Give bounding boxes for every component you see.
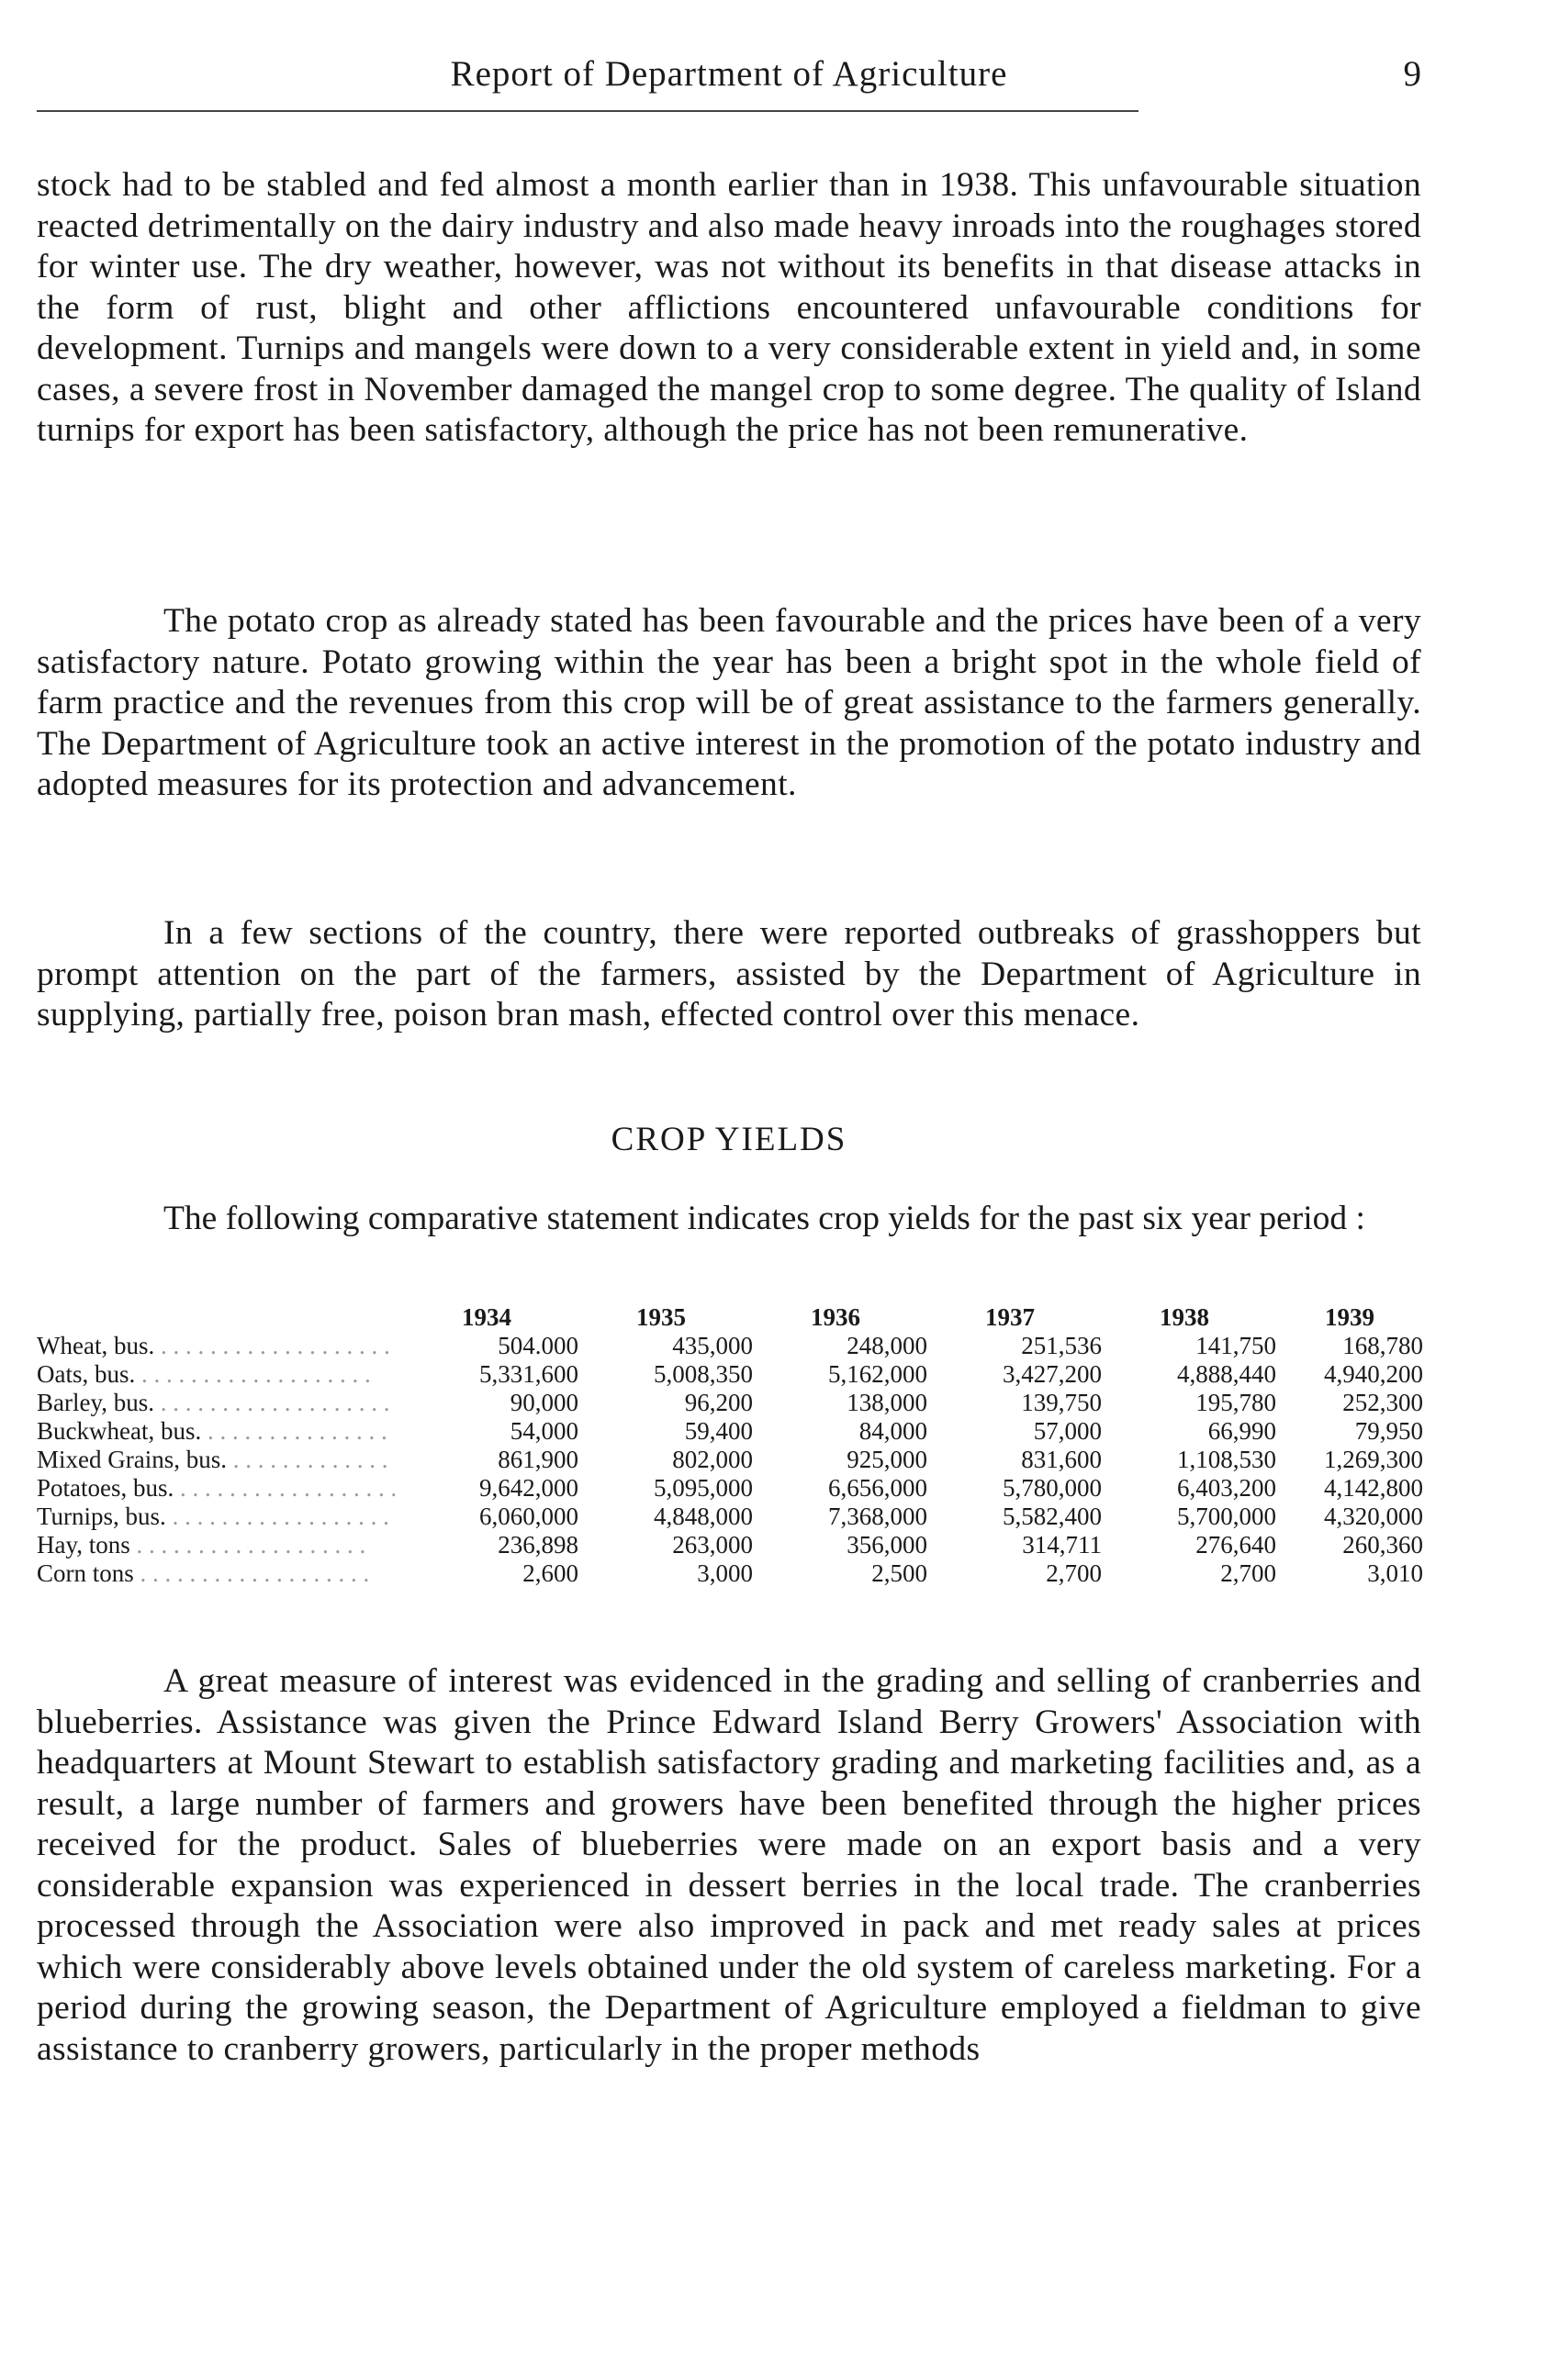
yield-cell: 3,000 <box>697 1559 753 1587</box>
paragraph-text: The following comparative statement indicates crop yields for the past six year period : <box>163 1200 1365 1237</box>
yield-cell: 252,300 <box>1342 1389 1423 1416</box>
table-row <box>37 1389 1423 1417</box>
yield-cell: 2,600 <box>522 1559 578 1587</box>
year-header: 1935 <box>636 1303 686 1331</box>
yield-cell: 168,780 <box>1342 1332 1423 1359</box>
yield-cell: 4,142,800 <box>1324 1474 1423 1502</box>
crop-yields-intro <box>37 1198 1421 1239</box>
paragraph-grasshoppers <box>37 913 1421 1036</box>
table-body <box>37 1332 1423 1588</box>
paragraph-text: In a few sections of the country, there were reported outbreaks of grasshoppers but prompt attention on the part of the farmers, assisted by the Department of Agriculture in supplying, partially free, poison bran mash, effected control over this menace. <box>37 914 1421 1034</box>
yield-cell: 314,711 <box>1022 1531 1102 1559</box>
table-row <box>37 1332 1423 1360</box>
yield-cell: 5,162,000 <box>828 1360 927 1388</box>
paragraph-berries <box>37 1661 1421 2070</box>
crop-label: Turnips, bus. . . . <box>37 1503 395 1530</box>
yield-cell: 5,095,000 <box>654 1474 753 1502</box>
yield-cell: 6,060,000 <box>479 1503 578 1530</box>
yield-cell: 248,000 <box>847 1332 927 1359</box>
yield-cell: 2,700 <box>1046 1559 1102 1587</box>
year-header: 1934 <box>462 1303 511 1331</box>
yield-cell: 1,108,530 <box>1177 1446 1276 1473</box>
yield-cell: 66,990 <box>1207 1417 1276 1445</box>
yield-cell: 861,900 <box>498 1446 578 1473</box>
yield-cell: 5,008,350 <box>654 1360 753 1388</box>
yield-cell: 5,582,400 <box>1003 1503 1102 1530</box>
crop-label: Potatoes, bus. . . . <box>37 1474 395 1502</box>
yield-cell: 141,750 <box>1195 1332 1276 1359</box>
yield-cell: 79,950 <box>1354 1417 1423 1445</box>
year-header: 1938 <box>1160 1303 1209 1331</box>
yield-cell: 2,700 <box>1220 1559 1276 1587</box>
yield-cell: 236,898 <box>498 1531 578 1559</box>
yield-cell: 84,000 <box>858 1417 927 1445</box>
year-header: 1936 <box>811 1303 860 1331</box>
yield-cell: 7,368,000 <box>828 1503 927 1530</box>
yield-cell: 90,000 <box>510 1389 578 1416</box>
table-row <box>37 1417 1423 1446</box>
yield-cell: 96,200 <box>684 1389 753 1416</box>
table-row <box>37 1503 1423 1531</box>
yield-cell: 831,600 <box>1021 1446 1102 1473</box>
crop-label: Oats, bus. . . . <box>37 1360 395 1388</box>
yield-cell: 5,780,000 <box>1003 1474 1102 1502</box>
yield-cell: 138,000 <box>847 1389 927 1416</box>
crop-yields-table <box>37 1303 1423 1588</box>
yield-cell: 4,940,200 <box>1324 1360 1423 1388</box>
paragraph-text: stock had to be stabled and fed almost a month earlier than in 1938. This unfavourable situation reacted detrimentally on the dairy industry and also made heavy inroads into the roughages stored for winter use. The dry weather, however, was not without its benefits in that disease attacks in the form of rust, blight and other afflictions encountered unfavourable conditions for development. Turnips and mangels were down to a very considerable extent in yield and, in some cases, a severe frost in November damaged the mangel crop to some degree. The quality of Island turnips for export has been satisfactory, although the price has not been remunerative. <box>37 166 1421 449</box>
crop-label: Hay, tons . . . <box>37 1531 395 1559</box>
yield-cell: 435,000 <box>672 1332 753 1359</box>
yield-cell: 57,000 <box>1033 1417 1102 1445</box>
yield-cell: 6,656,000 <box>828 1474 927 1502</box>
yield-cell: 504.000 <box>498 1332 578 1359</box>
year-header: 1937 <box>985 1303 1035 1331</box>
crop-label: Mixed Grains, bus. . . . <box>37 1446 395 1473</box>
crop-label: Buckwheat, bus. . . . <box>37 1417 395 1445</box>
year-header: 1939 <box>1325 1303 1374 1331</box>
yield-cell: 5,331,600 <box>479 1360 578 1388</box>
running-header <box>37 53 1421 108</box>
yield-cell: 6,403,200 <box>1177 1474 1276 1502</box>
yield-cell: 5,700,000 <box>1177 1503 1276 1530</box>
yield-cell: 139,750 <box>1021 1389 1102 1416</box>
yield-cell: 195,780 <box>1195 1389 1276 1416</box>
crop-label: Wheat, bus. . . . <box>37 1332 395 1359</box>
section-heading-crop-yields: CROP YIELDS <box>611 1121 847 1158</box>
table-header-row <box>37 1303 1423 1332</box>
yield-cell: 356,000 <box>847 1531 927 1559</box>
yield-cell: 54,000 <box>510 1417 578 1445</box>
header-rule <box>37 110 1138 112</box>
yield-cell: 260,360 <box>1342 1531 1423 1559</box>
yield-cell: 3,427,200 <box>1003 1360 1102 1388</box>
yield-cell: 251,536 <box>1021 1332 1102 1359</box>
yield-cell: 2,500 <box>871 1559 927 1587</box>
table-row <box>37 1360 1423 1389</box>
yield-cell: 925,000 <box>847 1446 927 1473</box>
crop-label: Barley, bus. . . . <box>37 1389 395 1416</box>
page-number: 9 <box>1403 54 1421 94</box>
yield-cell: 802,000 <box>672 1446 753 1473</box>
yield-cell: 3,010 <box>1367 1559 1423 1587</box>
running-header-title: Report of Department of Agriculture <box>450 54 1008 94</box>
table-row <box>37 1559 1423 1588</box>
table-row <box>37 1446 1423 1474</box>
paragraph-potato-crop <box>37 601 1421 806</box>
yield-cell: 1,269,300 <box>1324 1446 1423 1473</box>
yield-cell: 276,640 <box>1195 1531 1276 1559</box>
crop-label: Corn tons . . . <box>37 1559 395 1587</box>
table-row <box>37 1474 1423 1503</box>
yield-cell: 9,642,000 <box>479 1474 578 1502</box>
paragraph-text: The potato crop as already stated has been favourable and the prices have been of a very satisfactory nature. Potato growing within the year has been a bright spot in the whole field of farm practice and the revenues from this crop will be of great assistance to the farmers generally. The Department of Agriculture took an active interest in the promotion of the potato industry and adopted measures for its protection and advancement. <box>37 602 1421 803</box>
yield-cell: 263,000 <box>672 1531 753 1559</box>
yield-cell: 4,888,440 <box>1177 1360 1276 1388</box>
table-row <box>37 1531 1423 1559</box>
paragraph-weather-effects <box>37 165 1421 452</box>
yield-cell: 59,400 <box>684 1417 753 1445</box>
yield-cell: 4,848,000 <box>654 1503 753 1530</box>
yield-cell: 4,320,000 <box>1324 1503 1423 1530</box>
paragraph-text: A great measure of interest was evidenced in the grading and selling of cranberries and blueberries. Assistance was given the Prince Edward Island Berry Growers' Association with headquarters at Mount Stewart to establish satisfactory grading and marketing facilities and, as a result, a large number of farmers and growers have been benefited through the higher prices received for the product. Sales of blueberries were made on an export basis and a very considerable expansion was experienced in dessert berries in the local trade. The cranberries processed through the Association were also improved in pack and met ready sales at prices which were considerably above levels obtained under the old system of careless marketing. For a period during the growing season, the Department of Agriculture employed a fieldman to give assistance to cranberry growers, particularly in the proper methods <box>37 1662 1421 2068</box>
